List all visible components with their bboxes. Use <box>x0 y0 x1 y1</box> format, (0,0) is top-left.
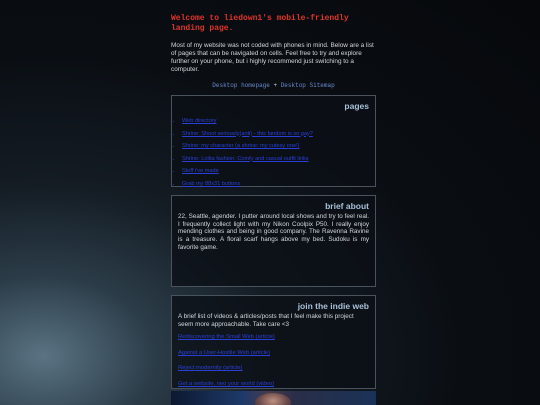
indie-link[interactable]: Against a User-Hostile Web (article) <box>178 349 271 356</box>
page-link-shrine-2[interactable]: Shrine: my character (a shrine: my cutesy one!) <box>182 143 300 149</box>
indie-links <box>172 328 375 388</box>
page-list-item <box>182 153 375 166</box>
pages-heading: pages <box>344 101 369 111</box>
page-list-item <box>182 178 375 191</box>
bottom-banner-image <box>171 391 376 405</box>
page-list-item <box>182 165 375 178</box>
landing-column <box>171 14 376 397</box>
about-panel <box>171 195 376 287</box>
page-link-buttons[interactable]: Grab my 88x31 buttons <box>182 180 241 187</box>
pages-list <box>172 115 375 190</box>
indie-link[interactable]: Reject modernity (article) <box>178 365 243 372</box>
desktop-sitemap-link[interactable]: Desktop Sitemap <box>280 82 335 89</box>
desktop-nav <box>171 82 376 89</box>
indie-link[interactable]: Rediscovering the Small Web (article) <box>178 334 275 341</box>
intro-paragraph: Most of my website was not coded with phones in mind. Below are a list of pages that can be navigated on cells. Feel free to try and explore further on your phone, but i highly recommend just switching to a computer. <box>171 42 374 73</box>
page-link-web-directory[interactable]: Web directory <box>182 118 217 124</box>
page-title: Welcome to liedown1's mobile-friendly landing page. <box>171 14 349 33</box>
page-link-stuff-made[interactable]: Stuff i've made <box>182 168 219 174</box>
pages-panel <box>171 95 376 187</box>
page-list-item <box>182 115 375 128</box>
indie-web-panel <box>171 295 376 389</box>
nav-separator: + <box>273 82 278 89</box>
desktop-homepage-link[interactable]: Desktop homepage <box>212 82 270 89</box>
indie-lead: A brief list of videos & articles/posts that I feel make this project seem more approachable. Take care <3 <box>178 313 354 328</box>
page-list-item <box>182 140 375 153</box>
about-text: 22, Seattle, agender. I putter around local shows and try to feel real. I frequently collect light with my Nikon Coolpix P50. I really enjoy mending clothes and being in good company. The Ravenna Ravine is a treasure. A floral scarf hangs above my bed. Sudoku is my favorite game. <box>178 213 369 251</box>
page-link-shrine-1[interactable]: Shrine: Shoot seriously(anti) - this fandom is so gay? <box>182 130 313 137</box>
portrait-shape <box>255 393 291 405</box>
page-link-shrine-3[interactable]: Shrine: Lolita fashion: Comfy and casual outfit links <box>182 155 309 162</box>
indie-heading: join the indie web <box>297 301 369 311</box>
page-list-item <box>182 128 375 141</box>
indie-link[interactable]: Get a website, neo your world (video) <box>178 380 275 387</box>
about-heading: brief about <box>325 201 369 211</box>
